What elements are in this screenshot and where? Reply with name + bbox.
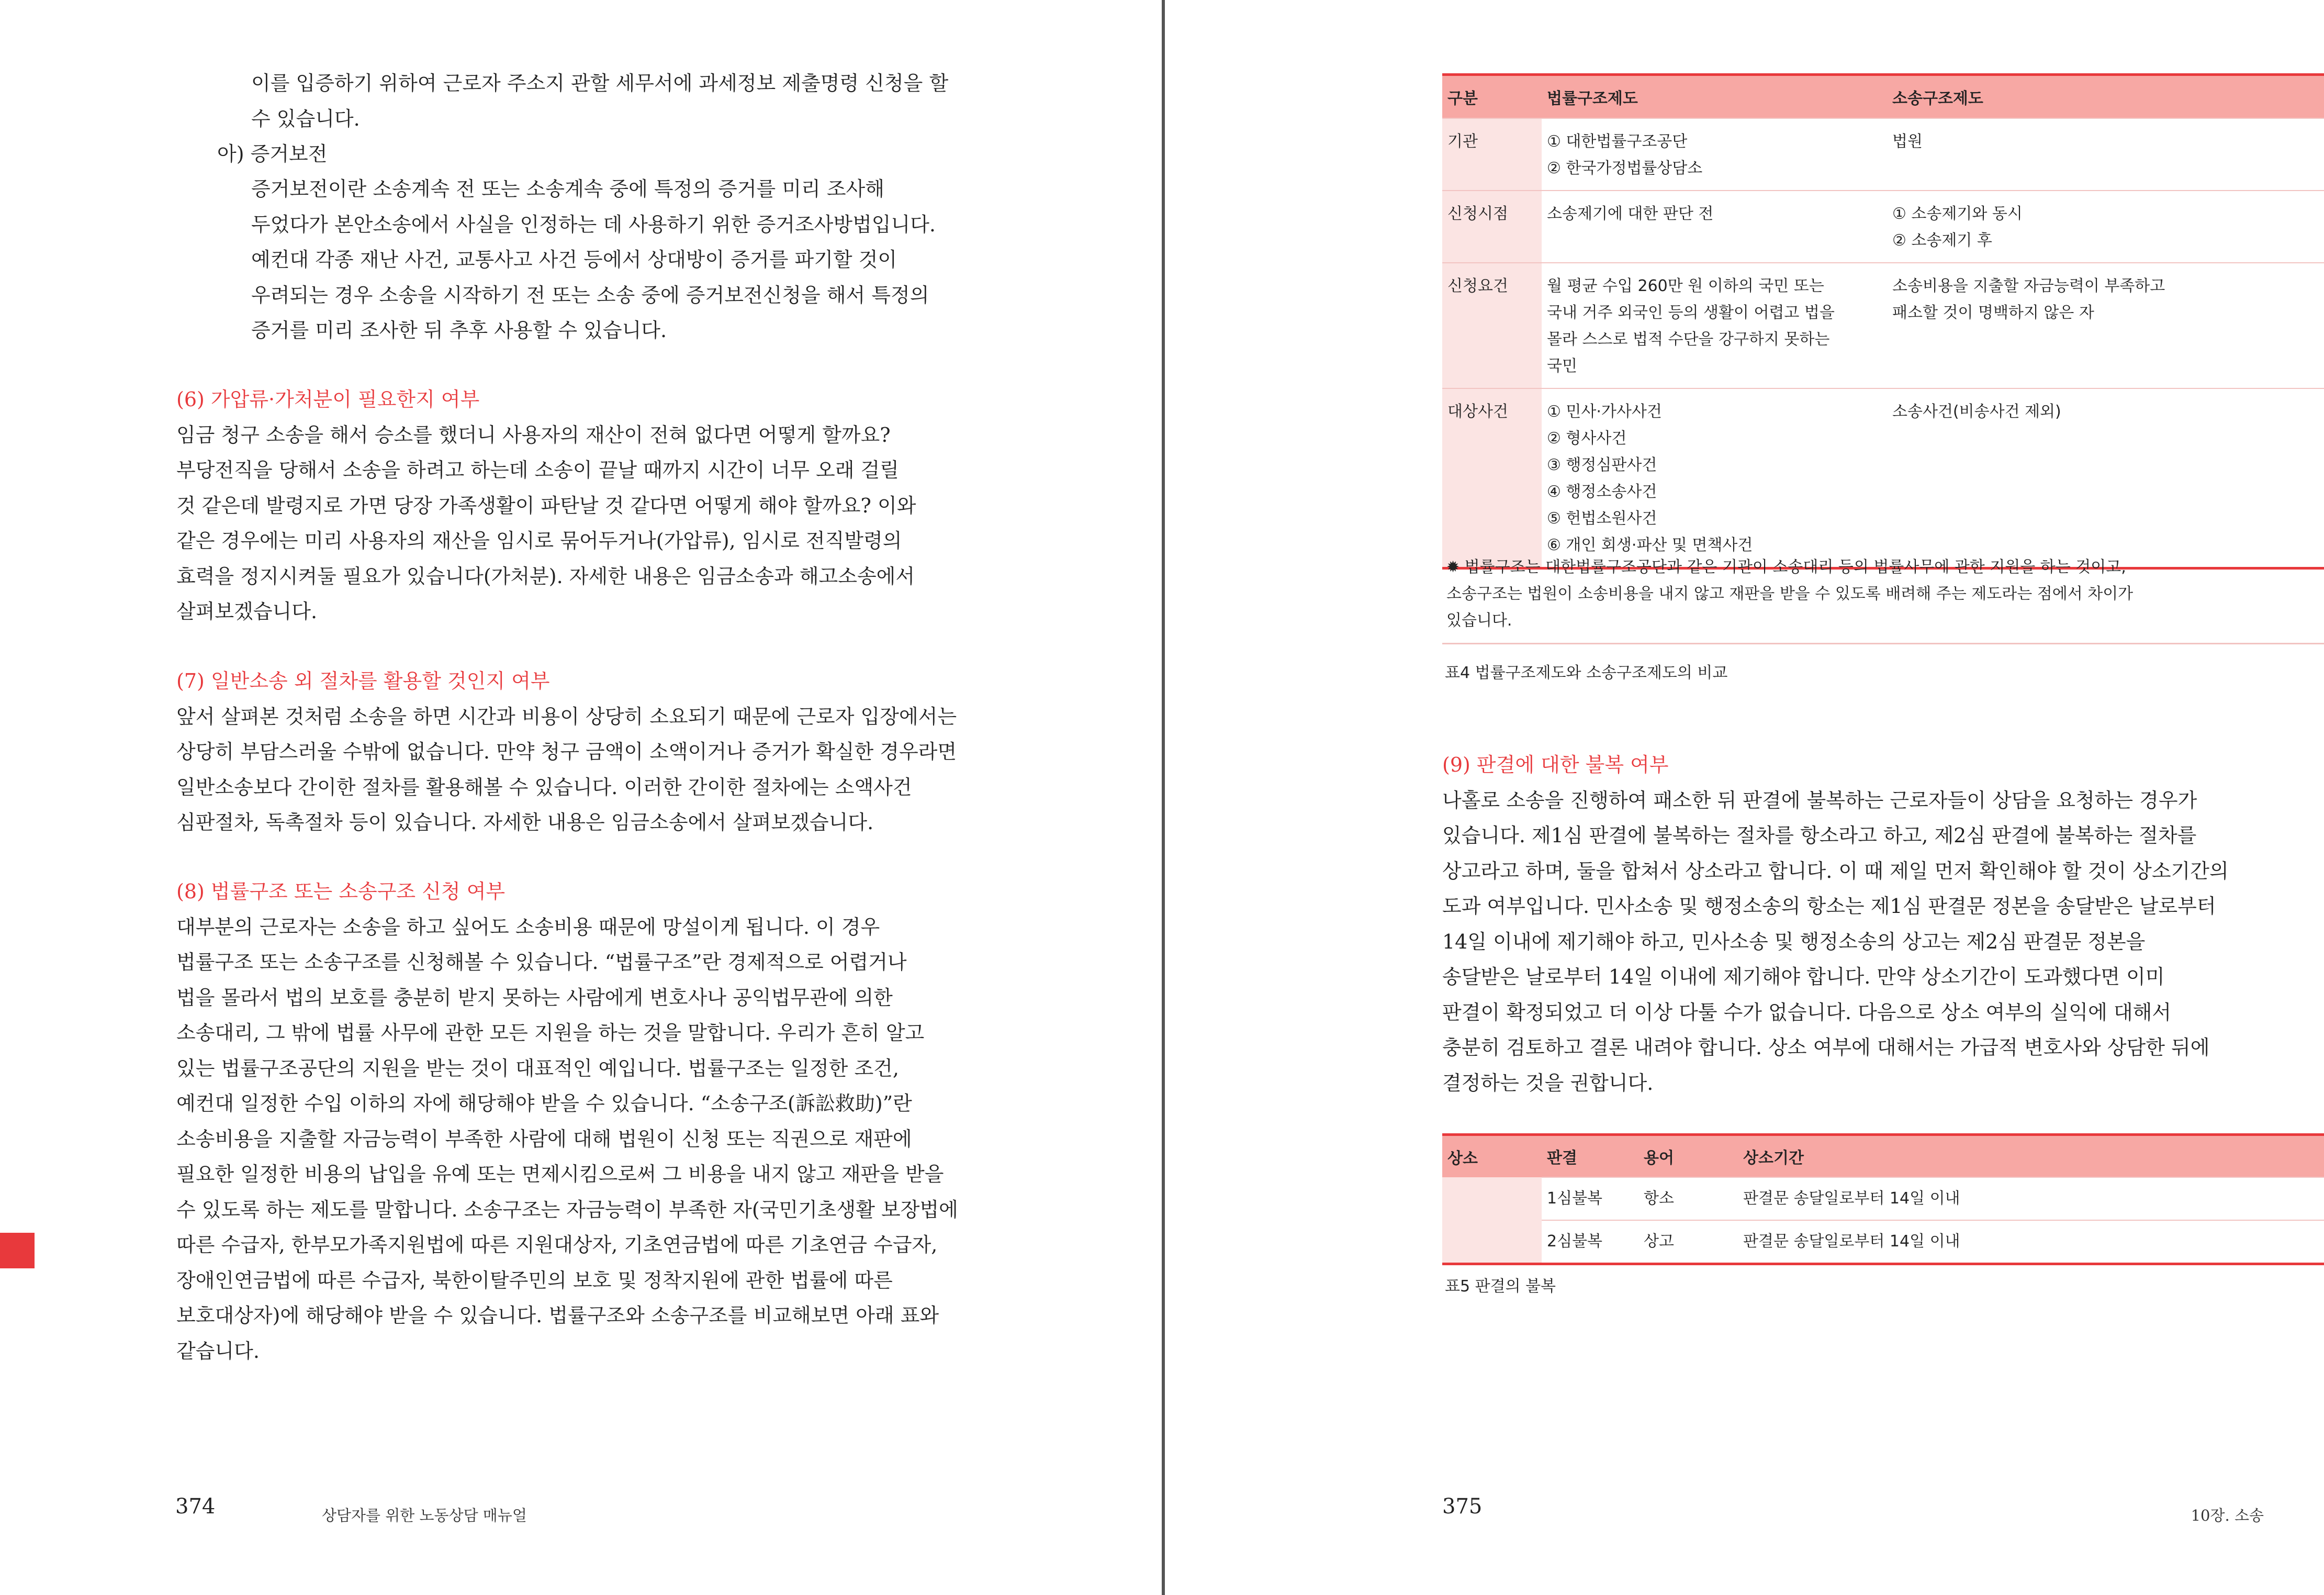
text-line: 이를 입증하기 위하여 근로자 주소지 관할 세무서에 과세정보 제출명령 신청을 할 — [251, 72, 949, 95]
table-cell — [1542, 118, 1887, 191]
text-line: 송달받은 날로부터 14일 이내에 제기해야 합니다. 만약 상소기간이 도과했다면 이미 — [1442, 965, 2165, 988]
cell-line: 소송사건(비송사건 제외) — [1892, 403, 2061, 421]
row-label: 신청요건 — [1442, 263, 1542, 388]
text-line: 나홀로 소송을 진행하여 패소한 뒤 판결에 불복하는 근로자들이 상담을 요청하는 경우가 — [1442, 788, 2197, 812]
table-cell: 1심불복 — [1542, 1177, 1638, 1220]
text-line: 것 같은데 발령지로 가면 당장 가족생활이 파탄날 것 같다면 어떻게 해야 할까요? 이와 — [176, 494, 916, 517]
note-line: ✹ 법률구조는 대한법률구조공단과 같은 기관이 소송대리 등의 법률사무에 관한 지원을 하는 것이고, — [1446, 558, 2126, 576]
cell-line: ② 한국가정법률상담소 — [1547, 159, 1703, 177]
text-line: 같습니다. — [176, 1339, 260, 1363]
section-6 — [176, 382, 993, 630]
cell-line: ① 민사·가사사건 — [1547, 403, 1662, 421]
text-line: 같은 경우에는 미리 사용자의 재산을 임시로 묶어두거나(가압류), 임시로 전직발령의 — [176, 529, 902, 552]
row-label: 기관 — [1442, 118, 1542, 191]
running-title: 상담자를 위한 노동상담 매뉴얼 — [322, 1507, 527, 1524]
cell-line: ② 형사사건 — [1547, 429, 1627, 448]
section-8 — [176, 874, 993, 1369]
cell-line: 월 평균 수입 260만 원 이하의 국민 또는 — [1547, 277, 1824, 295]
text-line: 필요한 일정한 비용의 납입을 유예 또는 면제시킴으로써 그 비용을 내지 않고 재판을 받을 — [176, 1163, 944, 1186]
text-line: 우려되는 경우 소송을 시작하기 전 또는 소송 중에 증거보전신청을 해서 특정의 — [251, 283, 929, 307]
running-title: 10장. 소송 — [2191, 1507, 2264, 1524]
text-line: 임금 청구 소송을 해서 승소를 했더니 사용자의 재산이 전혀 없다면 어떻게 할까요? — [176, 423, 891, 447]
cell-line: 몰라 스스로 법적 수단을 강구하지 못하는 — [1547, 330, 1830, 349]
table-row — [1442, 263, 2324, 388]
table-row — [1442, 388, 2324, 568]
table-header-cell: 소송구조제도 — [1887, 75, 2324, 119]
section-heading: (8) 법률구조 또는 소송구조 신청 여부 — [176, 880, 506, 903]
text-line: 예컨대 각종 재난 사건, 교통사고 사건 등에서 상대방이 증거를 파기할 것이 — [251, 248, 897, 271]
table-caption: 표5 판결의 불복 — [1445, 1277, 1556, 1296]
table-header-cell: 판결 — [1542, 1135, 1638, 1178]
table-row — [1442, 118, 2324, 191]
merged-label-cell — [1442, 1177, 1542, 1264]
cell-line: ④ 행정소송사건 — [1547, 483, 1657, 501]
text-line: 앞서 살펴본 것처럼 소송을 하면 시간과 비용이 상당히 소요되기 때문에 근로자 입장에서는 — [176, 705, 957, 728]
text-line: 증거보전이란 소송계속 전 또는 소송계속 중에 특정의 증거를 미리 조사해 — [251, 177, 884, 200]
table-cell: 항소 — [1638, 1177, 1738, 1220]
table-cell — [1542, 263, 1887, 388]
cell-line: 소송비용을 지출할 자금능력이 부족하고 — [1892, 277, 2165, 295]
table-cell: 상고 — [1638, 1220, 1738, 1264]
text-line: 효력을 정지시켜둘 필요가 있습니다(가처분). 자세한 내용은 임금소송과 해고소송에서 — [176, 564, 915, 588]
table-header-cell: 용어 — [1638, 1135, 1738, 1178]
table-cell — [1887, 263, 2324, 388]
text-line: 14일 이내에 제기해야 하고, 민사소송 및 행정소송의 상고는 제2심 판결문 정본을 — [1442, 930, 2146, 953]
table-header-row — [1442, 1135, 2324, 1178]
table-cell — [1887, 118, 2324, 191]
table-cell — [1542, 191, 1887, 263]
table-header-cell: 상소기간 — [1738, 1135, 2324, 1178]
text-line: 두었다가 본안소송에서 사실을 인정하는 데 사용하기 위한 증거조사방법입니다. — [251, 213, 936, 236]
cell-line: ③ 행정심판사건 — [1547, 456, 1657, 474]
cell-line: ② 소송제기 후 — [1892, 231, 1992, 250]
table-header-row — [1442, 75, 2324, 119]
text-line: 부당전직을 당해서 소송을 하려고 하는데 소송이 끝날 때까지 시간이 너무 오래 걸릴 — [176, 459, 899, 482]
section-heading: (6) 가압류·가처분이 필요한지 여부 — [176, 388, 480, 411]
cell-line: 패소할 것이 명백하지 않은 자 — [1892, 304, 2094, 322]
text-line: 살펴보겠습니다. — [176, 600, 318, 623]
text-line: 대부분의 근로자는 소송을 하고 싶어도 소송비용 때문에 망설이게 됩니다. 이 경우 — [176, 915, 880, 939]
chapter-tab-marker — [0, 1233, 35, 1268]
table-legal-aid-comparison — [1442, 73, 2324, 570]
row-label: 신청시점 — [1442, 191, 1542, 263]
cell-line: 국내 거주 외국인 등의 생활이 어렵고 법을 — [1547, 304, 1835, 322]
intro-paragraph — [251, 66, 1015, 137]
cell-line: ⑤ 헌법소원사건 — [1547, 509, 1657, 528]
cell-line: 법원 — [1892, 132, 1923, 151]
text-line: 소송비용을 지출할 자금능력이 부족한 사람에 대해 법원이 신청 또는 직권으로 재판에 — [176, 1127, 912, 1151]
cell-line: 소송제기에 대한 판단 전 — [1547, 205, 1714, 223]
table-header-cell: 법률구조제도 — [1542, 75, 1887, 119]
section-heading: (9) 판결에 대한 불복 여부 — [1442, 753, 1669, 776]
text-line: 상고라고 하며, 둘을 합쳐서 상소라고 합니다. 이 때 제일 먼저 확인해야 할 것이 상소기간의 — [1442, 859, 2229, 883]
text-line: 법을 몰라서 법의 보호를 충분히 받지 못하는 사람에게 변호사나 공익법무관에 의한 — [176, 986, 893, 1009]
text-line: 소송대리, 그 밖에 법률 사무에 관한 모든 지원을 하는 것을 말합니다. 우리가 흔히 알고 — [176, 1021, 925, 1044]
text-line: 일반소송보다 간이한 절차를 활용해볼 수 있습니다. 이러한 간이한 절차에는 소액사건 — [176, 775, 912, 799]
row-label: 대상사건 — [1442, 388, 1542, 568]
section-7 — [176, 664, 993, 841]
text-line: 보호대상자)에 해당해야 받을 수 있습니다. 법률구조와 소송구조를 비교해보면 아래 표와 — [176, 1304, 939, 1327]
table-header-cell: 구분 — [1442, 75, 1542, 119]
text-line: 증거를 미리 조사한 뒤 추후 사용할 수 있습니다. — [251, 319, 667, 342]
table-row — [1442, 1220, 2324, 1264]
section-heading: (7) 일반소송 외 절차를 활용할 것인지 여부 — [176, 670, 550, 693]
note-divider — [1442, 643, 2324, 644]
text-line: 결정하는 것을 권합니다. — [1442, 1071, 1654, 1095]
cell-line: 국민 — [1547, 357, 1577, 375]
text-line: 있는 법률구조공단의 지원을 받는 것이 대표적인 예입니다. 법률구조는 일정한 조건, — [176, 1056, 899, 1080]
cell-line: ⑥ 개인 회생·파산 및 면책사건 — [1547, 536, 1753, 554]
table-footnote — [1446, 554, 2324, 634]
table-header-cell: 상소 — [1442, 1135, 1542, 1178]
table-row — [1442, 1177, 2324, 1220]
text-line: 법률구조 또는 소송구조를 신청해볼 수 있습니다. “법률구조”란 경제적으로 어렵거나 — [176, 951, 907, 974]
table-cell — [1887, 191, 2324, 263]
table-appeal — [1442, 1133, 2324, 1265]
right-page — [1165, 0, 2324, 1595]
section-9 — [1442, 748, 2324, 1101]
sub-heading-text: 아) 증거보전 — [217, 142, 328, 165]
text-line: 충분히 검토하고 결론 내려야 합니다. 상소 여부에 대해서는 가급적 변호사와 상담한 뒤에 — [1442, 1036, 2210, 1059]
table-cell — [1887, 388, 2324, 568]
text-line: 심판절차, 독촉절차 등이 있습니다. 자세한 내용은 임금소송에서 살펴보겠습니다. — [176, 811, 874, 834]
table-caption: 표4 법률구조제도와 소송구조제도의 비교 — [1445, 664, 1728, 682]
text-line: 장애인연금법에 따른 수급자, 북한이탈주민의 보호 및 정착지원에 관한 법률에 따른 — [176, 1268, 893, 1292]
text-line: 판결이 확정되었고 더 이상 다툴 수가 없습니다. 다음으로 상소 여부의 실익에 대해서 — [1442, 1000, 2172, 1024]
sub-heading — [217, 137, 327, 172]
cell-line: ① 대한법률구조공단 — [1547, 132, 1688, 151]
page-number: 375 — [1442, 1494, 1483, 1519]
text-line: 상당히 부담스러울 수밖에 없습니다. 만약 청구 금액이 소액이거나 증거가 확실한 경우라면 — [176, 740, 957, 763]
table-row — [1442, 191, 2324, 263]
text-line: 수 있도록 하는 제도를 말합니다. 소송구조는 자금능력이 부족한 자(국민기초생활 보장법에 — [176, 1198, 958, 1221]
evidence-paragraph — [251, 172, 1015, 349]
text-line: 수 있습니다. — [251, 107, 360, 130]
page-number: 374 — [175, 1494, 216, 1519]
table-cell: 판결문 송달일로부터 14일 이내 — [1738, 1177, 2324, 1220]
table-cell: 판결문 송달일로부터 14일 이내 — [1738, 1220, 2324, 1264]
cell-line: ① 소송제기와 동시 — [1892, 205, 2023, 223]
text-line: 예컨대 일정한 수입 이하의 자에 해당해야 받을 수 있습니다. “소송구조(訴訟救助)”란 — [176, 1092, 912, 1115]
note-line: 소송구조는 법원이 소송비용을 내지 않고 재판을 받을 수 있도록 배려해 주는 제도라는 점에서 차이가 — [1446, 585, 2134, 603]
text-line: 도과 여부입니다. 민사소송 및 행정소송의 항소는 제1심 판결문 정본을 송달받은 날로부터 — [1442, 895, 2216, 918]
table-cell: 2심불복 — [1542, 1220, 1638, 1264]
note-line: 있습니다. — [1446, 611, 1512, 630]
text-line: 따른 수급자, 한부모가족지원법에 따른 지원대상자, 기초연금법에 따른 기초연금 수급자, — [176, 1233, 938, 1256]
table-cell — [1542, 388, 1887, 568]
text-line: 있습니다. 제1심 판결에 불복하는 절차를 항소라고 하고, 제2심 판결에 불복하는 절차를 — [1442, 824, 2197, 847]
